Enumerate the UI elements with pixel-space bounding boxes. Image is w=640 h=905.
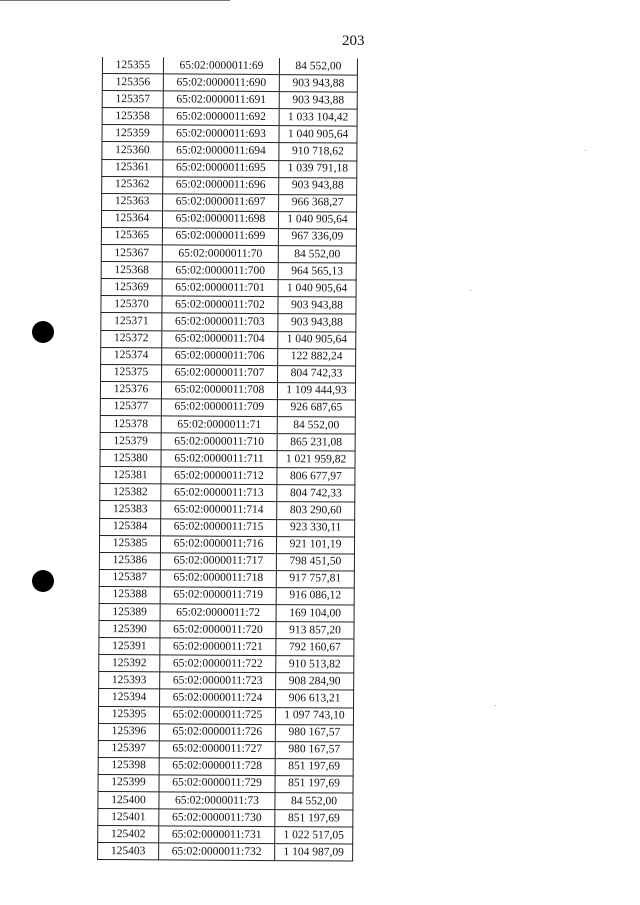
cadastral-number-cell: 65:02:0000011:711 xyxy=(161,450,277,468)
table-row xyxy=(98,706,353,725)
cadastral-number-cell: 65:02:0000011:722 xyxy=(160,655,276,673)
cadastral-number-cell: 65:02:0000011:714 xyxy=(161,501,277,519)
record-id-cell: 125380 xyxy=(100,450,161,467)
value-cell: 964 565,13 xyxy=(278,263,356,281)
record-id-cell: 125360 xyxy=(102,142,163,159)
page-number: 203 xyxy=(342,33,365,49)
record-id-cell: 125381 xyxy=(100,467,161,484)
record-id-cell: 125378 xyxy=(100,415,161,432)
table-row xyxy=(101,330,356,349)
scan-speck xyxy=(470,290,471,291)
record-id-cell: 125376 xyxy=(100,381,161,398)
cadastral-number-cell: 65:02:0000011:726 xyxy=(159,724,275,742)
record-id-cell: 125398 xyxy=(98,757,159,774)
value-cell: 908 284,90 xyxy=(276,673,354,691)
value-cell: 923 330,11 xyxy=(277,519,355,537)
cadastral-number-cell: 65:02:0000011:693 xyxy=(163,125,279,143)
record-id-cell: 125374 xyxy=(101,347,162,364)
cadastral-number-cell: 65:02:0000011:709 xyxy=(161,399,277,417)
record-id-cell: 125357 xyxy=(102,91,163,108)
cadastral-number-cell: 65:02:0000011:715 xyxy=(161,518,277,536)
table-row xyxy=(100,381,355,400)
table-row xyxy=(99,621,354,640)
cadastral-number-cell: 65:02:0000011:702 xyxy=(162,296,278,314)
value-cell: 122 882,24 xyxy=(278,348,356,366)
table-row xyxy=(100,467,355,486)
table-row xyxy=(100,433,355,452)
cadastral-number-cell: 65:02:0000011:72 xyxy=(160,604,276,622)
record-id-cell: 125368 xyxy=(101,262,162,279)
value-cell: 903 943,88 xyxy=(278,297,356,315)
cadastral-number-cell: 65:02:0000011:731 xyxy=(159,826,275,844)
value-cell: 803 290,60 xyxy=(277,502,355,520)
value-cell: 1 097 743,10 xyxy=(275,707,353,725)
table-row xyxy=(99,552,354,571)
table-row xyxy=(102,159,357,178)
table-row xyxy=(102,176,357,195)
value-cell: 966 368,27 xyxy=(279,194,357,212)
value-cell: 906 613,21 xyxy=(276,690,354,708)
record-id-cell: 125358 xyxy=(102,108,163,125)
value-cell: 910 513,82 xyxy=(276,656,354,674)
cadastral-number-cell: 65:02:0000011:706 xyxy=(162,347,278,365)
table-row xyxy=(99,569,354,588)
record-id-cell: 125379 xyxy=(100,433,161,450)
table-row xyxy=(100,450,355,469)
value-cell: 910 718,62 xyxy=(279,143,357,161)
table-row xyxy=(101,313,356,332)
value-cell: 913 857,20 xyxy=(276,622,354,640)
cadastral-number-cell: 65:02:0000011:727 xyxy=(159,741,275,759)
cadastral-number-cell: 65:02:0000011:728 xyxy=(159,758,275,776)
cadastral-number-cell: 65:02:0000011:697 xyxy=(163,194,279,212)
record-id-cell: 125361 xyxy=(102,159,163,176)
table-row xyxy=(101,347,356,366)
cadastral-number-cell: 65:02:0000011:696 xyxy=(163,177,279,195)
value-cell: 980 167,57 xyxy=(275,724,353,742)
value-cell: 1 040 905,64 xyxy=(278,211,356,229)
record-id-cell: 125401 xyxy=(98,809,159,826)
value-cell: 903 943,88 xyxy=(279,92,357,110)
value-cell: 84 552,00 xyxy=(278,246,356,264)
cadastral-number-cell: 65:02:0000011:701 xyxy=(162,279,278,297)
record-id-cell: 125395 xyxy=(98,706,159,723)
cadastral-number-cell: 65:02:0000011:729 xyxy=(159,775,275,793)
table-row xyxy=(101,210,356,229)
table-row xyxy=(99,535,354,554)
cadastral-number-cell: 65:02:0000011:712 xyxy=(161,467,277,485)
table-row xyxy=(98,826,353,845)
table-row xyxy=(99,603,354,622)
cadastral-number-cell: 65:02:0000011:716 xyxy=(160,535,276,553)
table-row xyxy=(101,262,356,281)
value-cell: 1 109 444,93 xyxy=(277,382,355,400)
table-row xyxy=(100,398,355,417)
record-id-cell: 125384 xyxy=(100,518,161,535)
record-id-cell: 125388 xyxy=(99,586,160,603)
table-row xyxy=(98,809,353,828)
cadastral-number-cell: 65:02:0000011:692 xyxy=(163,108,279,126)
value-cell: 903 943,88 xyxy=(279,75,357,93)
cadastral-number-cell: 65:02:0000011:720 xyxy=(160,621,276,639)
record-id-cell: 125375 xyxy=(101,364,162,381)
table-row xyxy=(100,484,355,503)
table-row xyxy=(101,227,356,246)
table-row xyxy=(101,296,356,315)
record-id-cell: 125359 xyxy=(102,125,163,142)
table-row xyxy=(98,843,353,862)
table-row xyxy=(102,193,357,212)
table-row xyxy=(101,364,356,383)
value-cell: 792 160,67 xyxy=(276,639,354,657)
value-cell: 980 167,57 xyxy=(275,741,353,759)
cadastral-table-wrap xyxy=(97,57,354,867)
record-id-cell: 125370 xyxy=(101,296,162,313)
value-cell: 1 022 517,05 xyxy=(275,827,353,845)
scan-speck xyxy=(585,150,586,151)
table-row xyxy=(100,501,355,520)
cadastral-number-cell: 65:02:0000011:691 xyxy=(163,91,279,109)
cadastral-number-cell: 65:02:0000011:721 xyxy=(160,638,276,656)
value-cell: 1 033 104,42 xyxy=(279,109,357,127)
cadastral-number-cell: 65:02:0000011:723 xyxy=(160,672,276,690)
value-cell: 916 086,12 xyxy=(276,587,354,605)
record-id-cell: 125396 xyxy=(98,723,159,740)
record-id-cell: 125393 xyxy=(99,672,160,689)
cadastral-number-cell: 65:02:0000011:70 xyxy=(162,245,278,263)
record-id-cell: 125385 xyxy=(99,535,160,552)
value-cell: 1 040 905,64 xyxy=(278,331,356,349)
punch-hole xyxy=(32,321,54,343)
table-row xyxy=(98,792,353,811)
value-cell: 1 040 905,64 xyxy=(278,280,356,298)
value-cell: 798 451,50 xyxy=(276,553,354,571)
value-cell: 917 757,81 xyxy=(276,570,354,588)
record-id-cell: 125372 xyxy=(101,330,162,347)
table-row xyxy=(98,723,353,742)
cadastral-number-cell: 65:02:0000011:700 xyxy=(162,262,278,280)
record-id-cell: 125387 xyxy=(99,569,160,586)
record-id-cell: 125402 xyxy=(98,826,159,843)
record-id-cell: 125389 xyxy=(99,603,160,620)
value-cell: 84 552,00 xyxy=(279,58,357,75)
table-row xyxy=(98,774,353,793)
value-cell: 921 101,19 xyxy=(276,536,354,554)
value-cell: 804 742,33 xyxy=(278,365,356,383)
cadastral-number-cell: 65:02:0000011:690 xyxy=(163,74,279,92)
cadastral-number-cell: 65:02:0000011:718 xyxy=(160,570,276,588)
cadastral-number-cell: 65:02:0000011:704 xyxy=(162,330,278,348)
record-id-cell: 125362 xyxy=(102,176,163,193)
cadastral-number-cell: 65:02:0000011:698 xyxy=(162,211,278,229)
table-row xyxy=(99,586,354,605)
cadastral-number-cell: 65:02:0000011:73 xyxy=(159,792,275,810)
value-cell: 851 197,69 xyxy=(275,776,353,794)
record-id-cell: 125365 xyxy=(101,227,162,244)
cadastral-number-cell: 65:02:0000011:724 xyxy=(160,689,276,707)
record-id-cell: 125377 xyxy=(100,398,161,415)
value-cell: 851 197,69 xyxy=(275,758,353,776)
cadastral-number-cell: 65:02:0000011:732 xyxy=(159,843,275,861)
value-cell: 169 104,00 xyxy=(276,605,354,623)
value-cell: 851 197,69 xyxy=(275,810,353,828)
value-cell: 903 943,88 xyxy=(278,314,356,332)
record-id-cell: 125397 xyxy=(98,740,159,757)
record-id-cell: 125367 xyxy=(101,245,162,262)
record-id-cell: 125371 xyxy=(101,313,162,330)
value-cell: 903 943,88 xyxy=(279,177,357,195)
cadastral-number-cell: 65:02:0000011:699 xyxy=(162,228,278,246)
table-row xyxy=(101,279,356,298)
table-row xyxy=(99,689,354,708)
table-row xyxy=(99,638,354,657)
table-row xyxy=(101,245,356,264)
value-cell: 926 687,65 xyxy=(277,399,355,417)
record-id-cell: 125364 xyxy=(101,210,162,227)
cadastral-number-cell: 65:02:0000011:695 xyxy=(163,159,279,177)
record-id-cell: 125399 xyxy=(98,774,159,791)
record-id-cell: 125363 xyxy=(102,193,163,210)
record-id-cell: 125356 xyxy=(102,74,163,91)
record-id-cell: 125392 xyxy=(99,655,160,672)
value-cell: 804 742,33 xyxy=(277,485,355,503)
cadastral-table xyxy=(97,57,358,862)
cadastral-number-cell: 65:02:0000011:707 xyxy=(162,365,278,383)
cadastral-number-cell: 65:02:0000011:713 xyxy=(161,484,277,502)
cadastral-number-cell: 65:02:0000011:708 xyxy=(161,382,277,400)
top-edge-line xyxy=(0,0,230,1)
value-cell: 967 336,09 xyxy=(278,229,356,247)
table-row xyxy=(100,518,355,537)
cadastral-number-cell: 65:02:0000011:71 xyxy=(161,416,277,434)
table-row xyxy=(102,57,357,75)
value-cell: 1 039 791,18 xyxy=(279,160,357,178)
table-row xyxy=(99,655,354,674)
record-id-cell: 125386 xyxy=(99,552,160,569)
cadastral-number-cell: 65:02:0000011:710 xyxy=(161,433,277,451)
record-id-cell: 125390 xyxy=(99,621,160,638)
record-id-cell: 125400 xyxy=(98,792,159,809)
record-id-cell: 125369 xyxy=(101,279,162,296)
cadastral-number-cell: 65:02:0000011:703 xyxy=(162,313,278,331)
punch-hole xyxy=(32,570,54,592)
table-row xyxy=(102,74,357,93)
table-row xyxy=(102,125,357,144)
table-row xyxy=(99,672,354,691)
table-row xyxy=(98,757,353,776)
cadastral-number-cell: 65:02:0000011:725 xyxy=(159,706,275,724)
record-id-cell: 125403 xyxy=(98,843,159,860)
record-id-cell: 125394 xyxy=(99,689,160,706)
record-id-cell: 125382 xyxy=(100,484,161,501)
cadastral-number-cell: 65:02:0000011:69 xyxy=(163,57,279,74)
value-cell: 1 104 987,09 xyxy=(275,844,353,862)
value-cell: 1 040 905,64 xyxy=(279,126,357,144)
table-row xyxy=(102,91,357,110)
scan-speck xyxy=(495,705,496,706)
table-row xyxy=(102,108,357,127)
value-cell: 865 231,08 xyxy=(277,434,355,452)
cadastral-number-cell: 65:02:0000011:730 xyxy=(159,809,275,827)
table-row xyxy=(100,415,355,434)
table-row xyxy=(98,740,353,759)
cadastral-number-cell: 65:02:0000011:719 xyxy=(160,587,276,605)
value-cell: 84 552,00 xyxy=(277,417,355,435)
record-id-cell: 125383 xyxy=(100,501,161,518)
cadastral-number-cell: 65:02:0000011:694 xyxy=(163,142,279,160)
value-cell: 84 552,00 xyxy=(275,793,353,811)
value-cell: 806 677,97 xyxy=(277,468,355,486)
table-row xyxy=(102,142,357,161)
table-body xyxy=(98,57,358,861)
cadastral-number-cell: 65:02:0000011:717 xyxy=(160,553,276,571)
record-id-cell: 125355 xyxy=(102,57,163,74)
record-id-cell: 125391 xyxy=(99,638,160,655)
value-cell: 1 021 959,82 xyxy=(277,451,355,469)
